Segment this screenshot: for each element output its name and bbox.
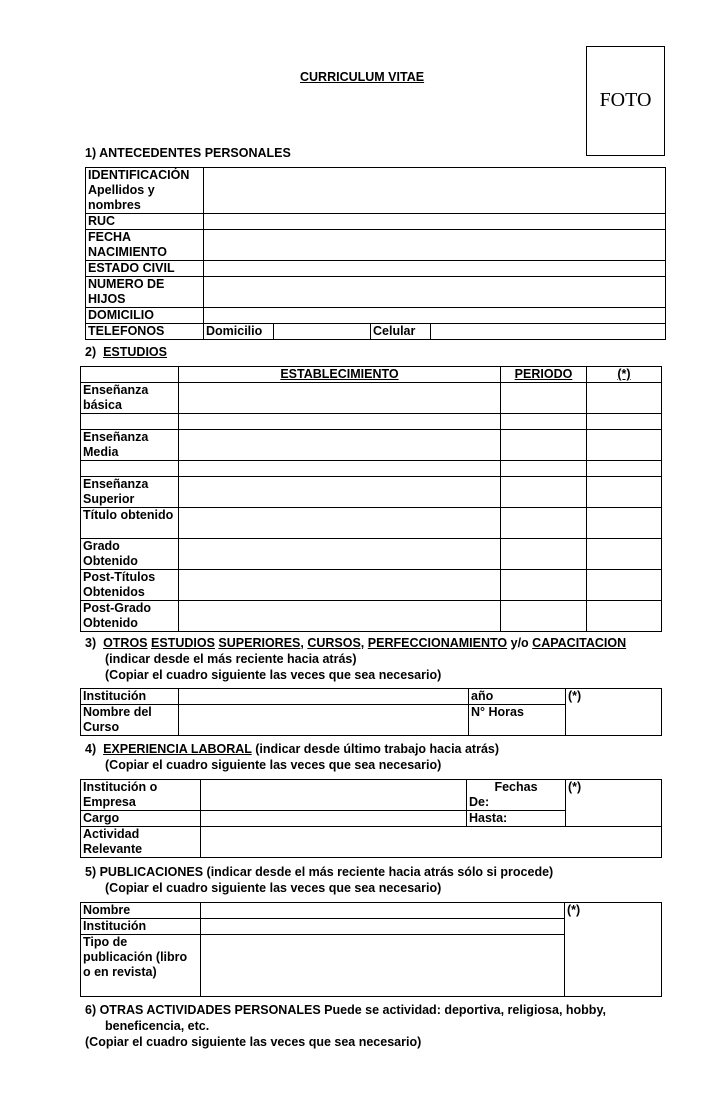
label-nombre-curso: Nombre del Curso (81, 705, 179, 736)
section-5-copy-note: (Copiar el cuadro siguiente las veces que sea necesario) (105, 881, 442, 895)
label-ensenanza-superior: Enseñanza Superior (81, 477, 179, 508)
photo-label: FOTO (599, 89, 652, 111)
label-de: De: (469, 795, 490, 809)
superior-periodo[interactable] (501, 477, 587, 508)
publicacion-nombre-field[interactable] (201, 903, 565, 919)
label-anio: año (469, 689, 566, 705)
label-pub-institucion: Institución (81, 919, 201, 935)
post-grado-periodo[interactable] (501, 601, 587, 632)
ruc-field[interactable] (204, 214, 666, 230)
superior-establecimiento[interactable] (179, 477, 501, 508)
label-telefonos: TELEFONOS (86, 324, 204, 340)
media-establecimiento[interactable] (179, 430, 501, 461)
tipo-publicacion-field[interactable] (201, 935, 565, 997)
fecha-nacimiento-field[interactable] (204, 230, 666, 261)
post-titulos-periodo[interactable] (501, 570, 587, 601)
estado-civil-field[interactable] (204, 261, 666, 277)
section-3-heading: 3) OTROS ESTUDIOS SUPERIORES, CURSOS, PERFECCIONAMIENTO y/o CAPACITACION (85, 636, 627, 650)
label-ensenanza-basica: Enseñanza básica (81, 383, 179, 414)
superior-extra[interactable] (587, 477, 662, 508)
courses-table (80, 688, 662, 736)
label-grado: Grado Obtenido (81, 539, 179, 570)
nombre-curso-field[interactable] (179, 705, 469, 736)
label-post-titulos: Post-Títulos Obtenidos (81, 570, 179, 601)
publications-asterisk-cell[interactable] (565, 903, 662, 997)
tel-domicilio-field[interactable] (274, 324, 371, 340)
section-6-copy-note: (Copiar el cuadro siguiente las veces que sea necesario) (85, 1035, 422, 1049)
label-numero-hijos: NUMERO DE HIJOS (86, 277, 204, 308)
post-titulos-extra[interactable] (587, 570, 662, 601)
label-ruc: RUC (86, 214, 204, 230)
publications-asterisk: (*) (567, 903, 581, 917)
col-establecimiento: ESTABLECIMIENTO (179, 367, 501, 383)
institucion-field[interactable] (179, 689, 469, 705)
titulo-establecimiento[interactable] (179, 508, 501, 539)
label-apellidos: Apellidos y nombres (88, 183, 155, 212)
label-actividad: Actividad Relevante (81, 827, 201, 858)
media-periodo[interactable] (501, 430, 587, 461)
experience-asterisk: (*) (568, 780, 582, 794)
label-tel-celular: Celular (371, 324, 431, 340)
col-periodo: PERIODO (501, 367, 587, 383)
titulo-periodo[interactable] (501, 508, 587, 539)
fechas-cell (467, 780, 566, 811)
section-4-heading: 4) EXPERIENCIA LABORAL (indicar desde último trabajo hacia atrás) (85, 742, 500, 756)
label-identificacion: IDENTIFICACIÓN Apellidos y nombres (86, 168, 204, 214)
courses-asterisk: (*) (568, 689, 582, 703)
apellidos-field[interactable] (204, 168, 666, 214)
numero-hijos-field[interactable] (204, 277, 666, 308)
publications-table (80, 902, 662, 997)
document-title: CURRICULUM VITAE (300, 70, 425, 84)
label-institucion-empresa: Institución o Empresa (81, 780, 201, 811)
publicacion-institucion-field[interactable] (201, 919, 565, 935)
actividad-field[interactable] (201, 827, 662, 858)
grado-periodo[interactable] (501, 539, 587, 570)
domicilio-field[interactable] (204, 308, 666, 324)
section-3-copy-note: (Copiar el cuadro siguiente las veces que sea necesario) (105, 668, 442, 682)
label-fecha-nacimiento: FECHA NACIMIENTO (86, 230, 204, 261)
label-horas: N° Horas (469, 705, 566, 736)
section-2-heading: 2) ESTUDIOS (85, 345, 167, 359)
post-grado-establecimiento[interactable] (179, 601, 501, 632)
section-5-heading: 5) PUBLICACIONES (indicar desde el más reciente hacia atrás sólo si procede) (85, 865, 554, 879)
label-hasta: Hasta: (467, 811, 566, 827)
titulo-extra[interactable] (587, 508, 662, 539)
courses-asterisk-cell[interactable] (566, 689, 662, 736)
empresa-field[interactable] (201, 780, 467, 811)
section-3-note: (indicar desde el más reciente hacia atrás) (105, 652, 357, 666)
experience-table (80, 779, 662, 858)
post-grado-extra[interactable] (587, 601, 662, 632)
basica-extra[interactable] (587, 383, 662, 414)
label-titulo: Título obtenido (81, 508, 179, 539)
grado-extra[interactable] (587, 539, 662, 570)
tel-celular-field[interactable] (431, 324, 666, 340)
label-nombre: Nombre (81, 903, 201, 919)
section-4-copy-note: (Copiar el cuadro siguiente las veces que sea necesario) (105, 758, 442, 772)
cargo-field[interactable] (201, 811, 467, 827)
label-ensenanza-media: Enseñanza Media (81, 430, 179, 461)
media-extra[interactable] (587, 430, 662, 461)
label-domicilio: DOMICILIO (86, 308, 204, 324)
label-estado-civil: ESTADO CIVIL (86, 261, 204, 277)
post-titulos-establecimiento[interactable] (179, 570, 501, 601)
photo-box[interactable] (586, 46, 665, 156)
section-6-heading: 6) OTRAS ACTIVIDADES PERSONALES Puede se actividad: deportiva, religiosa, hobby, (85, 1003, 606, 1017)
col-asterisk: (*) (587, 367, 662, 383)
label-post-grado: Post-Grado Obtenido (81, 601, 179, 632)
basica-periodo[interactable] (501, 383, 587, 414)
section-6-note: beneficencia, etc. (105, 1019, 210, 1033)
studies-table (80, 366, 662, 632)
label-fechas: Fechas (494, 780, 538, 794)
basica-establecimiento[interactable] (179, 383, 501, 414)
label-cargo: Cargo (81, 811, 201, 827)
grado-establecimiento[interactable] (179, 539, 501, 570)
label-tel-domicilio: Domicilio (204, 324, 274, 340)
label-institucion: Institución (81, 689, 179, 705)
experience-asterisk-cell[interactable] (566, 780, 662, 827)
section-1-heading: 1) ANTECEDENTES PERSONALES (85, 146, 291, 160)
personal-data-table (85, 167, 666, 340)
label-tipo-publicacion: Tipo de publicación (libro o en revista) (81, 935, 201, 997)
